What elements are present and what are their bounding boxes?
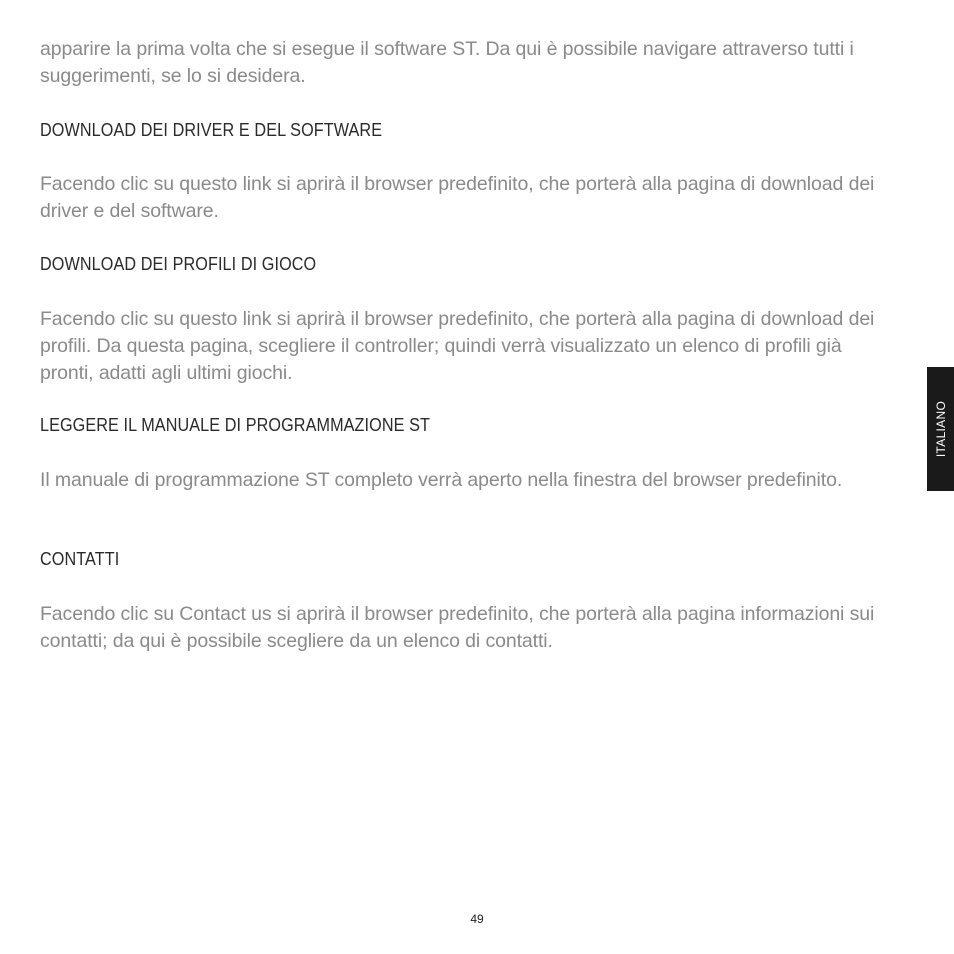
section-body-game-profiles: Facendo clic su questo link si aprirà il browser predefinito, che porterà alla pagina di download dei profili. Da questa pagina, scegliere il controller; quindi verrà visualizzato un elenco di profili già pronti, adatti agli ultimi giochi. <box>40 308 875 384</box>
page-number: 49 <box>470 912 484 926</box>
language-side-tab-label: ITALIANO <box>933 400 948 458</box>
section-heading-contacts: CONTATTI <box>40 549 120 569</box>
section-heading-game-profiles: DOWNLOAD DEI PROFILI DI GIOCO <box>40 254 317 274</box>
section-body-contacts: Facendo clic su Contact us si aprirà il browser predefinito, che porterà alla pagina informazioni sui contatti; da qui è possibile scegliere da un elenco di contatti. <box>40 603 875 652</box>
section-heading-driver-software: DOWNLOAD DEI DRIVER E DEL SOFTWARE <box>40 120 383 140</box>
section-body-programming-manual: Il manuale di programmazione ST completo verrà aperto nella finestra del browser predefinito. <box>40 469 843 491</box>
section-body-driver-software: Facendo clic su questo link si aprirà il browser predefinito, che porterà alla pagina di download dei driver e del software. <box>40 173 875 222</box>
intro-paragraph: apparire la prima volta che si esegue il software ST. Da qui è possibile navigare attraverso tutti i suggerimenti, se lo si desidera. <box>40 38 854 87</box>
language-side-tab <box>927 367 954 491</box>
section-heading-programming-manual: LEGGERE IL MANUALE DI PROGRAMMAZIONE ST <box>40 415 430 435</box>
